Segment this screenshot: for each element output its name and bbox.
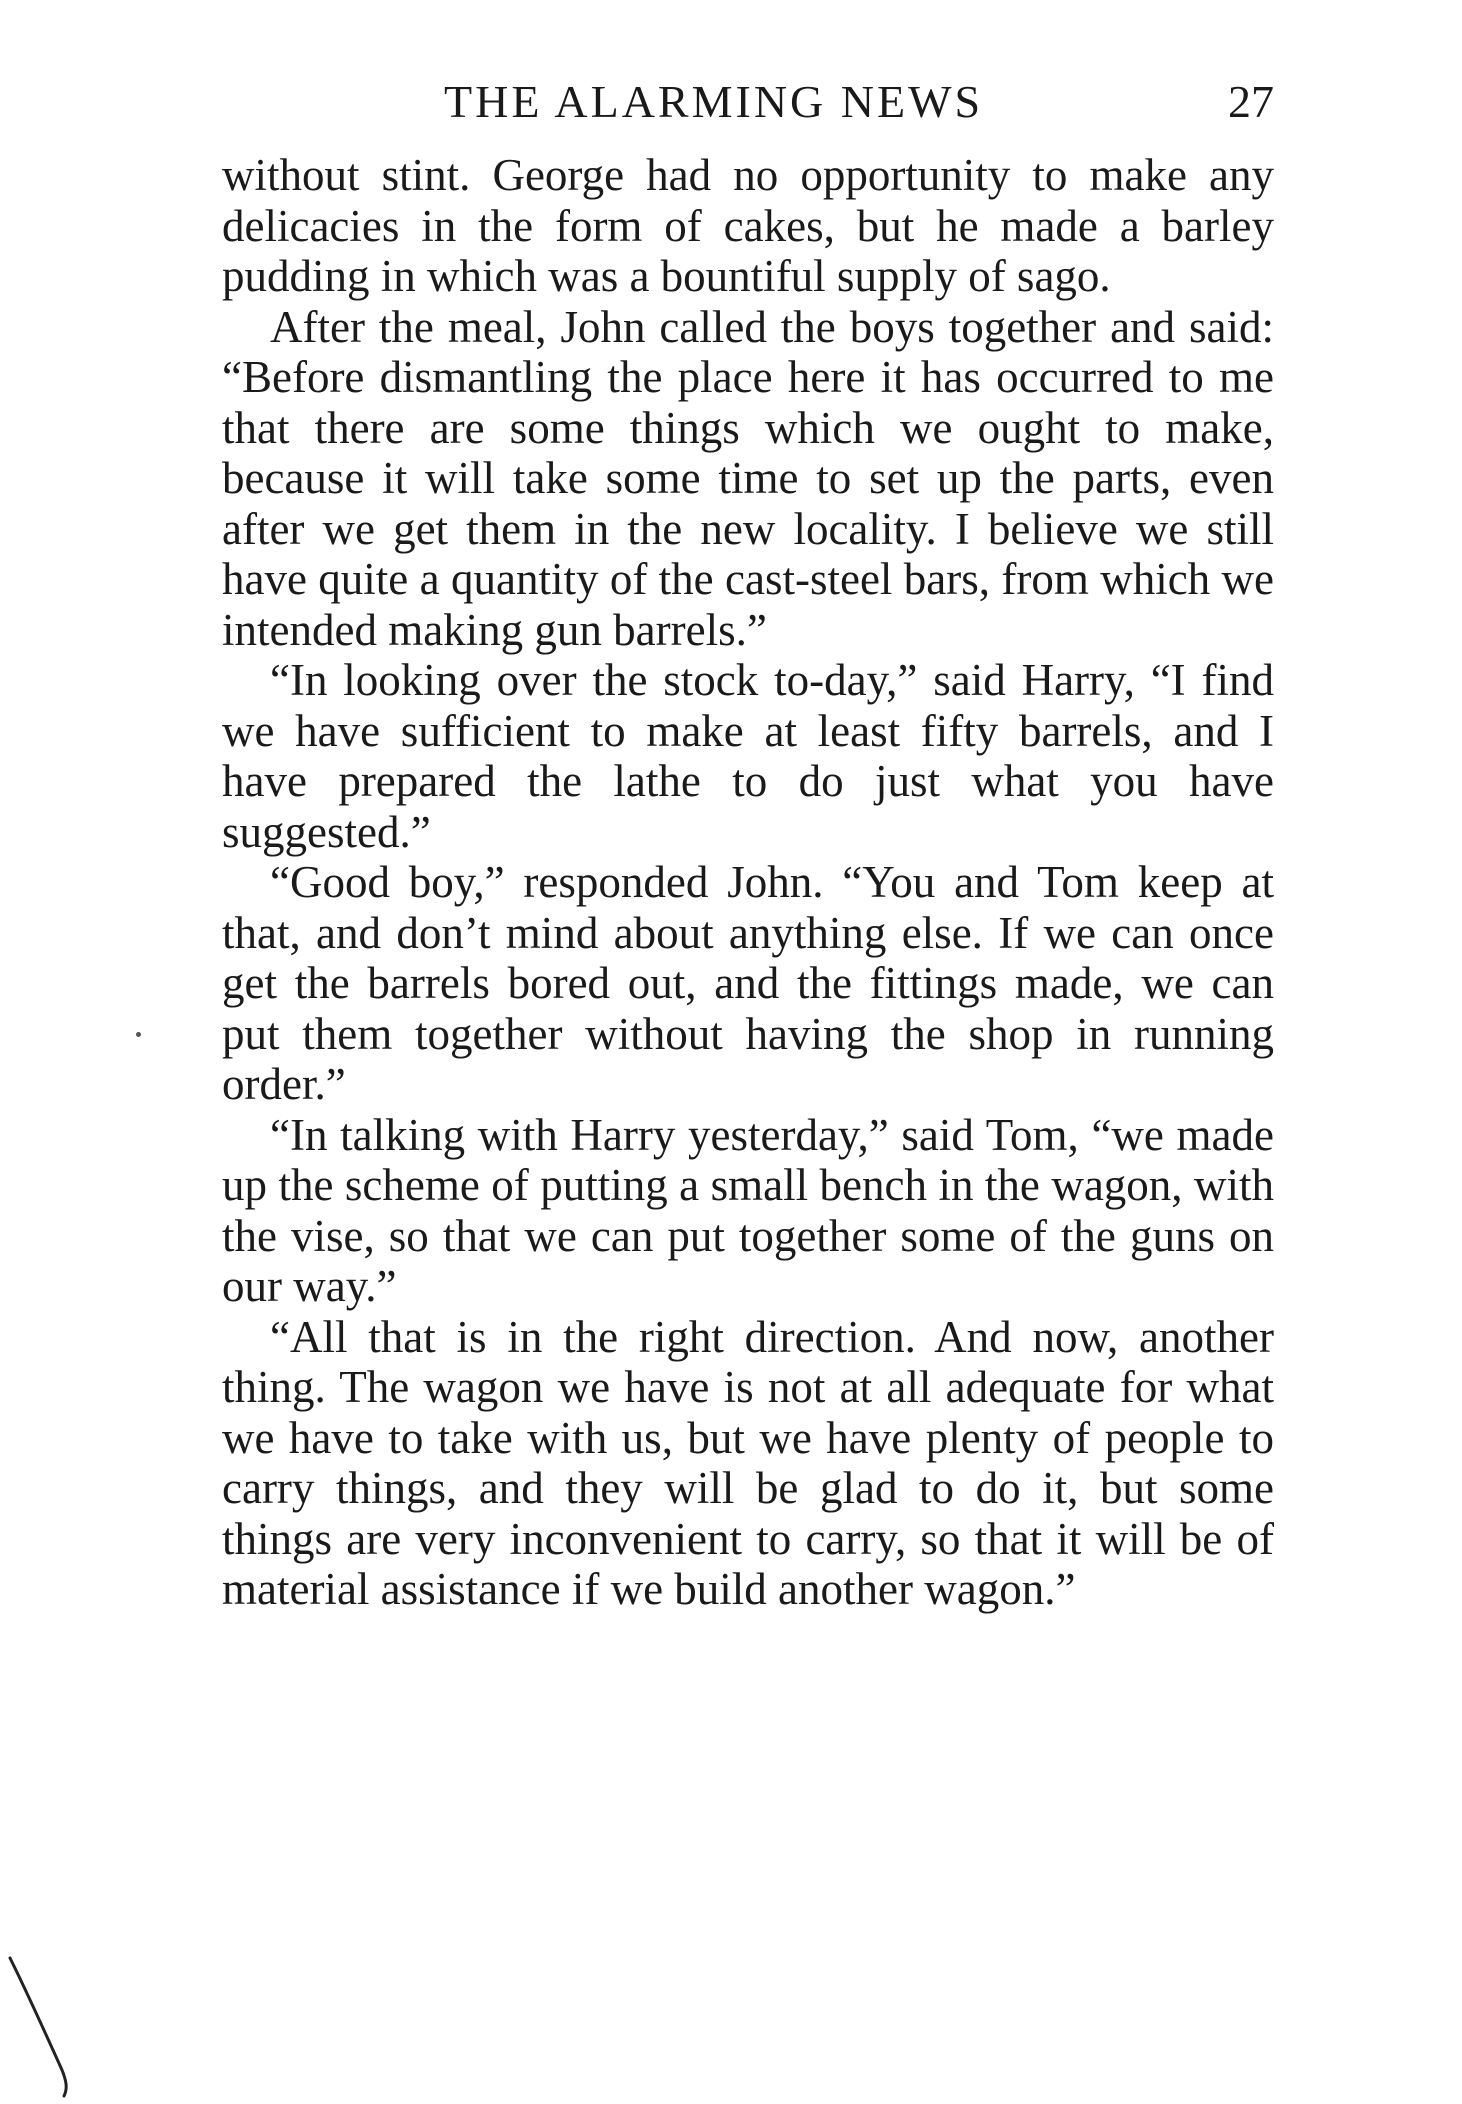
pencil-stroke-mark [4, 1950, 84, 2100]
running-head [222, 72, 1274, 132]
paragraph: After the meal, John called the boys together and said: “Before dismantling the place here it has occurred to me that there are some things which we ought to make, because it will take some time to set up the parts, even after we get them in the new locality. I believe we still have quite a quantity of the cast-steel bars, from which we intended making gun barrels.” [222, 301, 1274, 655]
running-title: THE ALARMING NEWS [444, 76, 984, 127]
page-number: 27 [1228, 76, 1274, 127]
body-text [222, 150, 1274, 1615]
paragraph: “In talking with Harry yesterday,” said Tom, “we made up the scheme of putting a small bench in the wagon, with the vise, so that we can put together some of the guns on our way.” [222, 1109, 1274, 1311]
paragraph-continued: without stint. George had no opportunity to make any delicacies in the form of cakes, but he made a barley pudding in which was a bountiful supply of sago. [222, 150, 1274, 301]
paragraph: “Good boy,” responded John. “You and Tom keep at that, and don’t mind about anything else. If we can once get the barrels bored out, and the fittings made, we can put them together without having the shop in running order.” [222, 857, 1274, 1109]
print-speck [136, 1032, 141, 1037]
paragraph: “All that is in the right direction. And now, another thing. The wagon we have is not at all adequate for what we have to take with us, but we have plenty of people to carry things, and they will be glad to do it, but some things are very inconvenient to carry, so that it will be of material assistance if we build another wagon.” [222, 1311, 1274, 1614]
paragraph: “In looking over the stock to-day,” said Harry, “I find we have sufficient to make at least fifty barrels, and I have prepared the lathe to do just what you have suggested.” [222, 655, 1274, 857]
